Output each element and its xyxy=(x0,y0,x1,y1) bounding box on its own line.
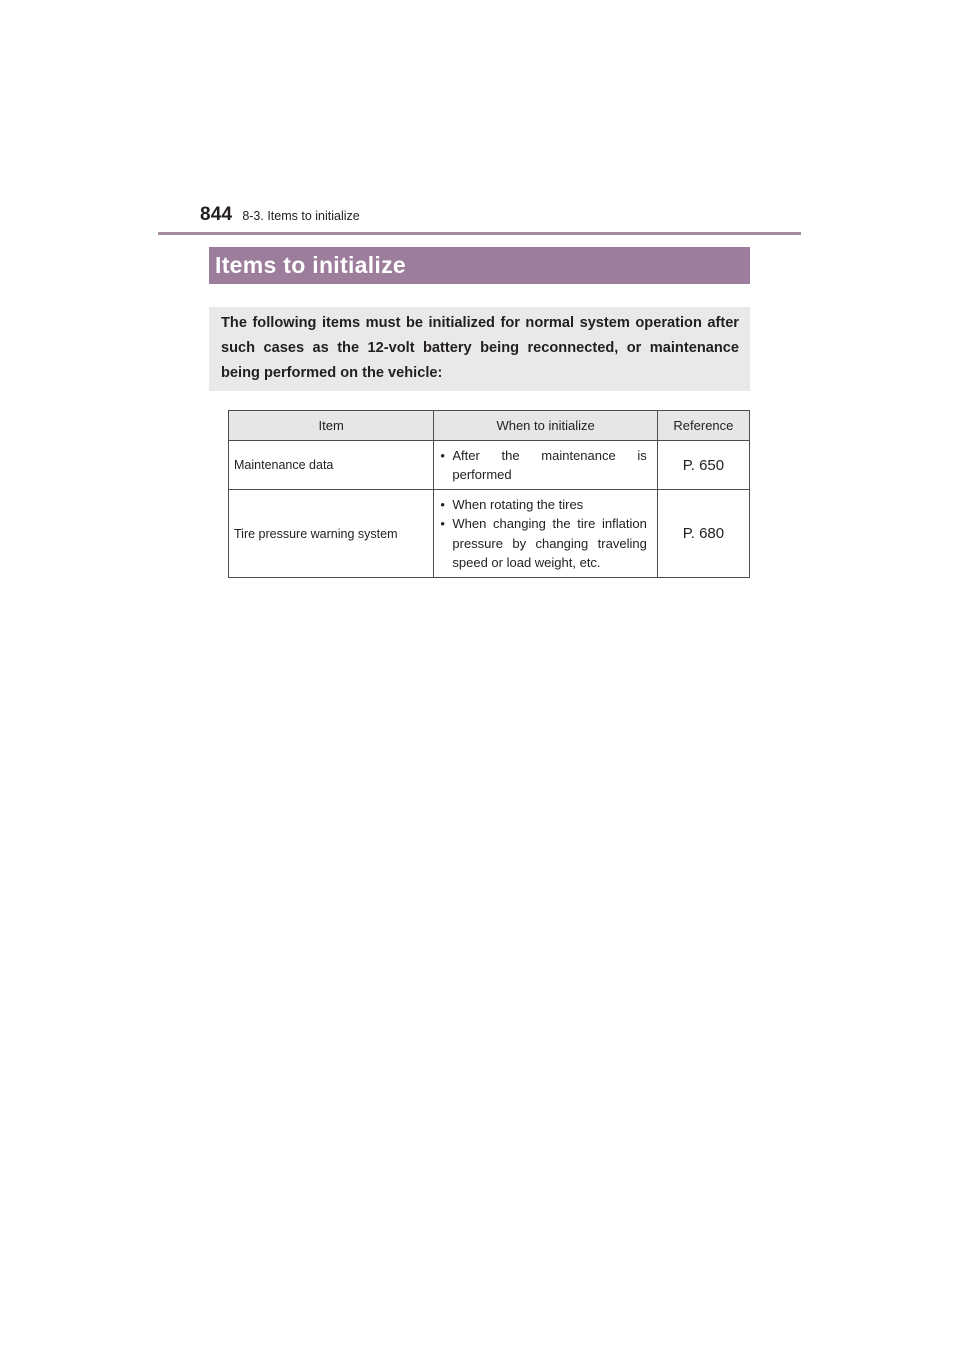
page-number: 844 xyxy=(200,204,233,225)
reference-cell: P. 680 xyxy=(657,490,749,578)
when-list xyxy=(440,495,646,573)
list-item xyxy=(440,495,646,515)
intro-text: The following items must be initialized for normal system operation after such cases as the 12-volt battery being reconnected, or maintenance being performed on the vehicle: xyxy=(221,315,739,381)
page-header xyxy=(200,204,360,228)
bullet-icon: • xyxy=(440,516,445,531)
bullet-icon: • xyxy=(440,496,445,512)
list-item xyxy=(440,446,646,485)
section-label: 8-3. Items to initialize xyxy=(242,209,360,223)
bullet-icon: • xyxy=(440,447,445,463)
table-header-row xyxy=(229,411,750,441)
header-when: When to initialize xyxy=(434,411,657,441)
table-row xyxy=(229,441,750,490)
when-cell xyxy=(434,490,657,578)
section-title: Items to initialize xyxy=(215,252,407,278)
intro-box xyxy=(209,307,750,391)
header-item: Item xyxy=(229,411,434,441)
when-text: When changing the tire inflation pressure by changing traveling speed or load weight, etc. xyxy=(452,516,647,570)
initialize-items-table xyxy=(228,410,750,578)
item-cell: Maintenance data xyxy=(229,441,434,490)
list-item xyxy=(440,514,646,573)
table-row xyxy=(229,490,750,578)
when-list xyxy=(440,446,646,485)
section-title-bar xyxy=(209,247,750,284)
when-text: When rotating the tires xyxy=(452,496,584,512)
when-text: After the maintenance is performed xyxy=(452,447,647,482)
header-divider xyxy=(158,232,801,235)
item-cell: Tire pressure warning system xyxy=(229,490,434,578)
header-reference: Reference xyxy=(657,411,749,441)
when-cell xyxy=(434,441,657,490)
reference-cell: P. 650 xyxy=(657,441,749,490)
